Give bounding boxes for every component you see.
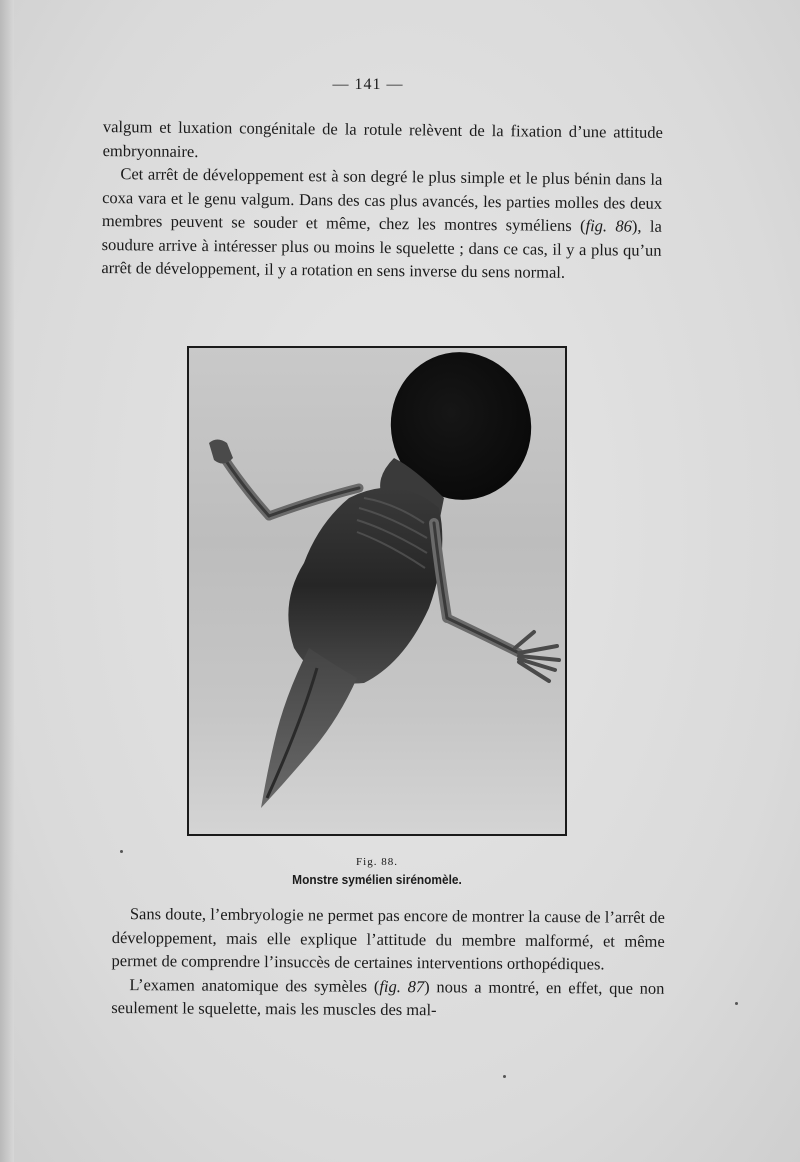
- right-arm: [434, 523, 519, 653]
- paragraph-examen: [111, 972, 664, 1023]
- paragraph-embryologie: Sans doute, l’embryologie ne permet pas encore de montrer la cause de l’arrêt de développement, mais elle explique l’attitude du membre malformé, et même permet de comprendre l’insuccès de certaines interventions orthopédiques.: [111, 904, 665, 974]
- print-speck: [503, 1075, 506, 1078]
- left-arm: [224, 458, 359, 516]
- paragraph-continuation: valgum et luxation congénitale de la rotule relèvent de la fixation d’une attitude embryonnaire.: [102, 116, 663, 161]
- print-speck: [120, 850, 123, 853]
- paragraph-examen-part2: ) nous a montré, en effet, que non seulement le squelette, mais les muscles des mal-: [111, 976, 665, 1020]
- left-hand: [209, 440, 233, 464]
- bottom-text-block: [111, 902, 665, 1023]
- radiograph-image: [189, 348, 565, 834]
- paragraph-coxa-vara-part1: Cet arrêt de développement est à son degré le plus simple et le plus bénin dans la coxa vara et le genu valgum. Dans des cas plus avancés, les parties molles des deux membres peuvent se souder et même, chez les montres syméliens (: [101, 164, 663, 236]
- figure-radiograph: [187, 346, 567, 836]
- paragraph-coxa-vara: [101, 162, 662, 285]
- paragraph-examen-part1: L’examen anatomique des symèles (: [129, 974, 380, 996]
- page-edge-shadow: [0, 0, 14, 1162]
- fused-lower-limb: [261, 648, 357, 808]
- paragraph-coxa-vara-part2: ), la soudure arrive à intéresser plus ou moins le squelette ; dans ce cas, il y a plus qu’un arrêt de développement, il y a rotation en sens inverse du sens normal.: [101, 216, 662, 282]
- figure-caption: Monstre symélien sirénomèle.: [292, 873, 462, 887]
- figure-label: Fig. 88.: [356, 856, 398, 868]
- fig-ref-86: fig. 86: [585, 216, 633, 236]
- print-speck: [735, 1002, 738, 1005]
- top-text-block: [101, 115, 663, 285]
- page-number: — 141 —: [332, 76, 404, 93]
- right-hand: [515, 632, 559, 681]
- fig-ref-87: fig. 87: [379, 976, 425, 996]
